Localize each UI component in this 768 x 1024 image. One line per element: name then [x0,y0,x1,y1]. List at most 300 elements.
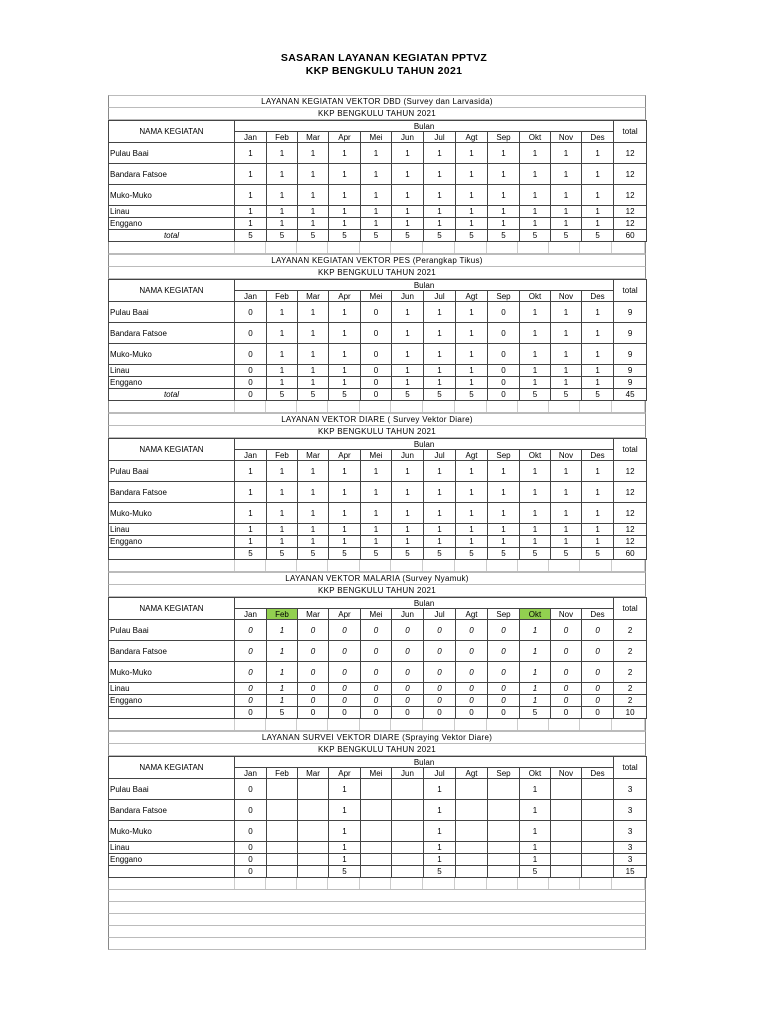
total-cell: 5 [424,866,456,878]
row-total: 2 [614,641,647,662]
cell-value: 1 [456,323,488,344]
column-header-total: total [614,757,647,779]
total-cell: 5 [392,389,424,401]
cell-value: 1 [361,206,392,218]
cell-value: 0 [361,344,392,365]
cell-value: 1 [298,377,329,389]
month-header: Jul [424,609,456,620]
cell-value: 1 [392,323,424,344]
column-header-bulan: Bulan [235,121,614,132]
cell-value: 1 [424,323,456,344]
month-header: Feb [267,132,298,143]
cell-value: 1 [329,323,361,344]
row-name: Linau [109,365,235,377]
cell-value: 1 [298,365,329,377]
spacer-row [108,242,646,254]
cell-value: 0 [361,695,392,707]
total-cell: 5 [361,548,392,560]
row-name: Bandara Fatsoe [109,164,235,185]
cell-value [298,800,329,821]
cell-value: 1 [488,503,520,524]
cell-value: 1 [235,164,267,185]
column-header-bulan: Bulan [235,280,614,291]
month-header: Des [582,291,614,302]
cell-value: 1 [488,218,520,230]
section-title: LAYANAN VEKTOR MALARIA (Survey Nyamuk) [108,572,646,585]
cell-value: 1 [392,461,424,482]
cell-value: 1 [298,218,329,230]
total-cell: 5 [520,707,551,719]
cell-value: 1 [361,185,392,206]
row-name: Bandara Fatsoe [109,482,235,503]
cell-value: 0 [361,323,392,344]
row-total: 12 [614,143,647,164]
cell-value: 1 [456,524,488,536]
cell-value: 0 [488,377,520,389]
cell-value [267,854,298,866]
cell-value: 0 [235,662,267,683]
cell-value: 1 [329,164,361,185]
cell-value: 0 [235,641,267,662]
cell-value: 0 [298,641,329,662]
cell-value: 1 [329,344,361,365]
cell-value: 0 [235,620,267,641]
cell-value [551,842,582,854]
month-header: Jan [235,450,267,461]
cell-value [582,779,614,800]
cell-value [582,854,614,866]
cell-value: 1 [329,143,361,164]
empty-row [108,926,646,938]
total-row [109,866,647,878]
row-name: Pulau Baai [109,461,235,482]
row-name: Pulau Baai [109,620,235,641]
table-row [109,302,647,323]
spacer-row [108,878,646,890]
cell-value [551,854,582,866]
cell-value: 1 [520,143,551,164]
total-cell: 5 [361,230,392,242]
cell-value: 0 [456,641,488,662]
month-header: Nov [551,132,582,143]
cell-value: 1 [235,206,267,218]
total-row [109,230,647,242]
cell-value: 0 [298,695,329,707]
cell-value: 1 [424,461,456,482]
month-header: Jan [235,609,267,620]
cell-value: 1 [551,365,582,377]
cell-value: 0 [298,620,329,641]
table-row [109,683,647,695]
row-total: 12 [614,524,647,536]
total-label [109,548,235,560]
month-header: Mei [361,450,392,461]
table-row [109,503,647,524]
cell-value: 1 [520,377,551,389]
total-cell: 5 [392,230,424,242]
cell-value: 0 [235,377,267,389]
empty-row [108,902,646,914]
month-header: Sep [488,609,520,620]
cell-value: 1 [298,143,329,164]
cell-value [392,821,424,842]
cell-value: 1 [582,302,614,323]
cell-value: 0 [235,302,267,323]
cell-value: 1 [361,461,392,482]
month-header: Jul [424,132,456,143]
cell-value: 0 [582,641,614,662]
cell-value: 1 [456,482,488,503]
cell-value: 1 [520,206,551,218]
cell-value: 1 [235,503,267,524]
cell-value [267,800,298,821]
cell-value: 1 [392,143,424,164]
table-row [109,461,647,482]
month-header: Jun [392,768,424,779]
total-cell: 5 [267,230,298,242]
cell-value: 0 [488,683,520,695]
row-total: 3 [614,779,647,800]
table-row [109,842,647,854]
cell-value: 1 [267,695,298,707]
cell-value: 1 [520,842,551,854]
column-header-total: total [614,121,647,143]
month-header: Des [582,768,614,779]
cell-value [361,779,392,800]
cell-value: 1 [520,164,551,185]
column-header-name: NAMA KEGIATAN [109,598,235,620]
total-row [109,707,647,719]
cell-value: 0 [488,365,520,377]
cell-value: 1 [329,842,361,854]
month-header: Feb [267,450,298,461]
cell-value: 1 [488,536,520,548]
document-subtitle: KKP BENGKULU TAHUN 2021 [305,65,463,77]
cell-value: 1 [298,323,329,344]
cell-value: 0 [488,323,520,344]
section-subtitle: KKP BENGKULU TAHUN 2021 [108,267,646,279]
cell-value: 1 [424,377,456,389]
cell-value: 1 [520,854,551,866]
cell-value: 0 [361,377,392,389]
cell-value: 1 [392,365,424,377]
cell-value: 0 [456,695,488,707]
cell-value: 0 [488,344,520,365]
section-subtitle: KKP BENGKULU TAHUN 2021 [108,108,646,120]
cell-value: 1 [392,185,424,206]
section-5 [108,731,646,890]
cell-value: 1 [520,365,551,377]
cell-value: 1 [424,842,456,854]
column-header-total: total [614,439,647,461]
cell-value: 1 [456,218,488,230]
total-cell: 0 [424,707,456,719]
cell-value: 0 [551,641,582,662]
cell-value: 0 [235,779,267,800]
cell-value: 1 [267,365,298,377]
cell-value: 0 [235,344,267,365]
cell-value: 0 [392,662,424,683]
total-cell: 0 [361,389,392,401]
total-cell: 0 [361,707,392,719]
cell-value: 1 [424,302,456,323]
cell-value: 1 [582,143,614,164]
cell-value: 0 [329,620,361,641]
spacer-row [108,401,646,413]
total-cell: 5 [329,389,361,401]
month-header: Sep [488,450,520,461]
total-cell: 5 [424,389,456,401]
cell-value [361,821,392,842]
cell-value: 1 [267,461,298,482]
cell-value: 1 [329,779,361,800]
total-cell: 0 [298,707,329,719]
row-total: 12 [614,461,647,482]
column-header-name: NAMA KEGIATAN [109,121,235,143]
cell-value: 1 [551,344,582,365]
cell-value: 0 [361,302,392,323]
section-title: LAYANAN VEKTOR DIARE ( Survey Vektor Diare) [108,413,646,426]
month-header: Des [582,609,614,620]
cell-value [456,800,488,821]
cell-value [456,842,488,854]
spacer-row [108,560,646,572]
grand-total: 15 [614,866,647,878]
total-cell: 5 [456,548,488,560]
total-cell [456,866,488,878]
month-header: Feb [267,768,298,779]
cell-value [488,800,520,821]
cell-value: 1 [520,800,551,821]
spreadsheet [108,95,646,950]
month-header: Mei [361,132,392,143]
cell-value: 1 [392,218,424,230]
month-header: Sep [488,768,520,779]
cell-value: 0 [488,695,520,707]
table-row [109,536,647,548]
cell-value [392,854,424,866]
cell-value: 1 [298,344,329,365]
cell-value [392,779,424,800]
cell-value: 1 [361,164,392,185]
total-cell: 0 [392,707,424,719]
total-cell: 5 [488,230,520,242]
row-name: Bandara Fatsoe [109,641,235,662]
cell-value: 1 [298,461,329,482]
section-table [108,597,647,719]
cell-value: 1 [456,344,488,365]
cell-value: 1 [424,218,456,230]
total-cell [298,866,329,878]
total-cell: 5 [551,389,582,401]
document-title: SASARAN LAYANAN KEGIATAN PPTVZ [280,52,488,64]
row-total: 2 [614,695,647,707]
cell-value: 1 [456,461,488,482]
month-header: Des [582,450,614,461]
section-title: LAYANAN SURVEI VEKTOR DIARE (Spraying Vektor Diare) [108,731,646,744]
cell-value [361,854,392,866]
total-cell: 0 [235,707,267,719]
total-cell: 5 [424,230,456,242]
cell-value: 1 [329,854,361,866]
month-header: Agt [456,450,488,461]
month-header: Jun [392,450,424,461]
cell-value: 1 [329,503,361,524]
cell-value: 1 [424,185,456,206]
spacer-row [108,719,646,731]
cell-value: 0 [235,854,267,866]
cell-value: 1 [392,206,424,218]
cell-value: 1 [456,536,488,548]
table-row [109,821,647,842]
cell-value: 0 [392,695,424,707]
cell-value: 1 [267,218,298,230]
row-total: 2 [614,662,647,683]
cell-value: 1 [424,524,456,536]
month-header: Apr [329,291,361,302]
cell-value: 1 [520,323,551,344]
cell-value [456,821,488,842]
cell-value: 1 [520,620,551,641]
cell-value: 0 [235,842,267,854]
section-table [108,756,647,878]
cell-value: 1 [329,800,361,821]
cell-value [456,854,488,866]
cell-value: 0 [298,683,329,695]
total-row [109,389,647,401]
row-name: Enggano [109,218,235,230]
total-label: total [109,230,235,242]
section-title: LAYANAN KEGIATAN VEKTOR PES (Perangkap Tikus) [108,254,646,267]
table-row [109,695,647,707]
total-cell: 5 [551,230,582,242]
total-cell [267,866,298,878]
cell-value: 1 [329,524,361,536]
section-table [108,279,647,401]
cell-value: 1 [424,854,456,866]
cell-value: 1 [551,218,582,230]
month-header: Mei [361,768,392,779]
month-header: Jan [235,291,267,302]
row-total: 3 [614,821,647,842]
month-header: Mar [298,450,329,461]
row-name: Linau [109,683,235,695]
cell-value: 1 [267,302,298,323]
cell-value: 1 [392,377,424,389]
row-name: Enggano [109,695,235,707]
total-cell: 5 [298,389,329,401]
month-header: Mei [361,609,392,620]
month-header: Jun [392,609,424,620]
cell-value [298,821,329,842]
cell-value: 1 [392,482,424,503]
month-header: Des [582,132,614,143]
cell-value: 0 [488,662,520,683]
total-cell: 5 [488,548,520,560]
cell-value: 1 [329,302,361,323]
row-total: 12 [614,503,647,524]
month-header: Mei [361,291,392,302]
row-name: Bandara Fatsoe [109,323,235,344]
cell-value [267,779,298,800]
month-header: Mar [298,609,329,620]
row-name: Muko-Muko [109,821,235,842]
month-header: Jan [235,768,267,779]
cell-value: 1 [424,503,456,524]
total-cell [488,866,520,878]
cell-value: 1 [329,536,361,548]
row-name: Enggano [109,377,235,389]
cell-value: 1 [582,524,614,536]
grand-total: 45 [614,389,647,401]
cell-value [267,842,298,854]
cell-value: 0 [361,662,392,683]
total-cell: 0 [488,389,520,401]
row-total: 12 [614,185,647,206]
table-row [109,218,647,230]
table-row [109,800,647,821]
table-row [109,854,647,866]
cell-value [392,800,424,821]
cell-value: 1 [456,206,488,218]
row-name: Enggano [109,536,235,548]
month-header: Jul [424,291,456,302]
table-row [109,344,647,365]
cell-value [298,779,329,800]
table-row [109,524,647,536]
total-row [109,548,647,560]
cell-value: 1 [424,779,456,800]
row-total: 9 [614,344,647,365]
cell-value: 1 [267,344,298,365]
cell-value: 1 [267,377,298,389]
cell-value: 1 [551,482,582,503]
cell-value: 1 [361,536,392,548]
cell-value: 0 [488,302,520,323]
cell-value: 1 [456,185,488,206]
cell-value: 1 [551,302,582,323]
empty-row [108,938,646,950]
table-row [109,620,647,641]
empty-row [108,890,646,902]
total-cell: 5 [267,389,298,401]
table-row [109,779,647,800]
month-header: Agt [456,609,488,620]
total-cell: 5 [235,548,267,560]
cell-value: 1 [520,344,551,365]
row-name: Enggano [109,854,235,866]
cell-value: 1 [520,524,551,536]
cell-value: 1 [298,524,329,536]
cell-value: 1 [424,206,456,218]
section-subtitle: KKP BENGKULU TAHUN 2021 [108,426,646,438]
cell-value: 1 [456,365,488,377]
cell-value: 1 [582,218,614,230]
cell-value: 1 [520,302,551,323]
cell-value: 1 [329,377,361,389]
month-header: Nov [551,450,582,461]
month-header: Feb [267,609,298,620]
cell-value: 1 [520,503,551,524]
row-total: 3 [614,842,647,854]
cell-value: 1 [424,164,456,185]
total-cell: 0 [488,707,520,719]
row-total: 9 [614,365,647,377]
cell-value: 1 [520,821,551,842]
row-total: 12 [614,482,647,503]
cell-value: 0 [424,620,456,641]
cell-value: 1 [267,185,298,206]
